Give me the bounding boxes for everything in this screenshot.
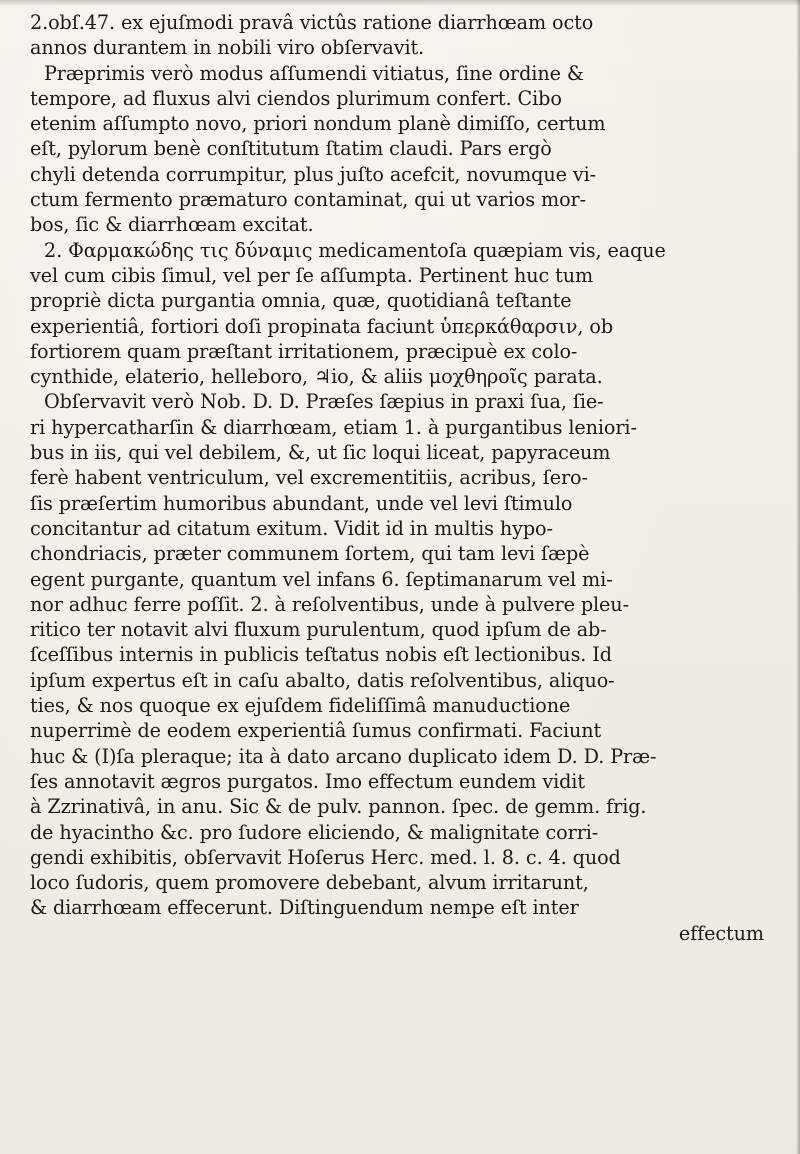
text-line: eſt, pylorum benè conſtitutum ſtatim claudi. Pars ergò (30, 137, 552, 161)
text-line: loco ſudoris, quem promovere debebant, alvum irritarunt, (30, 871, 589, 895)
text-line: egent purgante, quantum vel infans 6. ſeptimanarum vel mi- (30, 567, 613, 591)
text-line: gendi exhibitis, obſervavit Hoſerus Herc. med. l. 8. c. 4. quod (30, 845, 621, 869)
text-line: bus in iis, qui vel debilem, &, ut ſic loqui liceat, papyraceum (30, 441, 611, 465)
text-line: ſis præſertim humoribus abundant, unde vel levi ſtimulo (30, 491, 573, 515)
text-line: propriè dicta purgantia omnia, quæ, quotidianâ teſtante (30, 289, 572, 313)
text-line: chyli detenda corrumpitur, plus juſto acefcit, novumque vi- (30, 162, 597, 186)
page-top-shadow (0, 0, 800, 6)
text-line: ipſum expertus eſt in caſu abalto, datis reſolventibus, aliquo- (30, 668, 615, 692)
text-line: Obſervavit verò Nob. D. D. Præſes ſæpius in praxi ſua, ſie- (44, 390, 604, 414)
text-line: nor adhuc ferre poſſit. 2. à reſolventibus, unde à pulvere pleu- (30, 592, 629, 616)
text-line: chondriacis, præter communem ſortem, qui tam levi ſæpè (30, 542, 590, 566)
body-text (30, 10, 794, 946)
text-line: ri hypercatharſin & diarrhœam, etiam 1. à purgantibus leniori- (30, 415, 637, 439)
text-line: ties, & nos quoque ex ejuſdem fideliſſimâ manuductione (30, 694, 571, 718)
text-line: ritico ter notavit alvi fluxum purulentum, quod ipſum de ab- (30, 618, 607, 642)
text-line: concitantur ad citatum exitum. Vidit id in multis hypo- (30, 516, 553, 540)
text-line: vel cum cibis ſimul, vel per ſe aſſumpta. Pertinent huc tum (30, 263, 594, 287)
text-line: nuperrimè de eodem experientiâ ſumus confirmati. Faciunt (30, 719, 602, 743)
text-line: ſceſſibus internis in publicis teſtatus nobis eſt lectionibus. Id (30, 643, 612, 667)
text-line: à Zzrinativâ, in anu. Sic & de pulv. pannon. ſpec. de gemm. frig. (30, 795, 647, 819)
text-line: ſes annotavit ægros purgatos. Imo effectum eundem vidit (30, 769, 585, 793)
page-edge-shadow (796, 0, 800, 1154)
catchword: effectum (678, 921, 764, 945)
text-line: ferè habent ventriculum, vel excrementitiis, acribus, ſero- (30, 466, 588, 490)
text-line: 2.obſ.47. ex ejuſmodi pravâ victûs ratione diarrhœam octo (30, 11, 594, 34)
text-line: ctum fermento præmaturo contaminat, qui ut varios mor- (30, 188, 586, 212)
text-line: etenim aſſumpto novo, priori nondum planè dimiſſo, certum (30, 112, 606, 136)
text-line: bos, ſic & diarrhœam excitat. (30, 213, 314, 237)
text-line: huc & (I)ſa pleraque; ita à dato arcano duplicato idem D. D. Præ- (30, 744, 657, 768)
text-line: fortiorem quam præſtant irritationem, præcipuè ex colo- (30, 339, 578, 363)
text-line: tempore, ad fluxus alvi ciendos plurimum confert. Cibo (30, 86, 562, 110)
text-line: annos durantem in nobili viro obſervavit. (30, 36, 425, 60)
text-line: de hyacintho &c. pro ſudore eliciendo, & malignitate corri- (30, 820, 599, 844)
text-line: Præprimis verò modus aſſumendi vitiatus, ſine ordine & (44, 61, 584, 85)
text-line: cynthide, elaterio, helleboro, ♃io, & aliis μοχθηροῖς parata. (30, 365, 603, 389)
text-line: & diarrhœam effecerunt. Diſtinguendum nempe eſt inter (30, 896, 579, 920)
text-line: experientiâ, fortiori doſi propinata faciunt ὑπερκάθαρσιν, ob (30, 314, 613, 338)
text-line: 2. Φαρμακώδης τις δύναμις medicamentoſa quæpiam vis, eaque (44, 238, 666, 262)
